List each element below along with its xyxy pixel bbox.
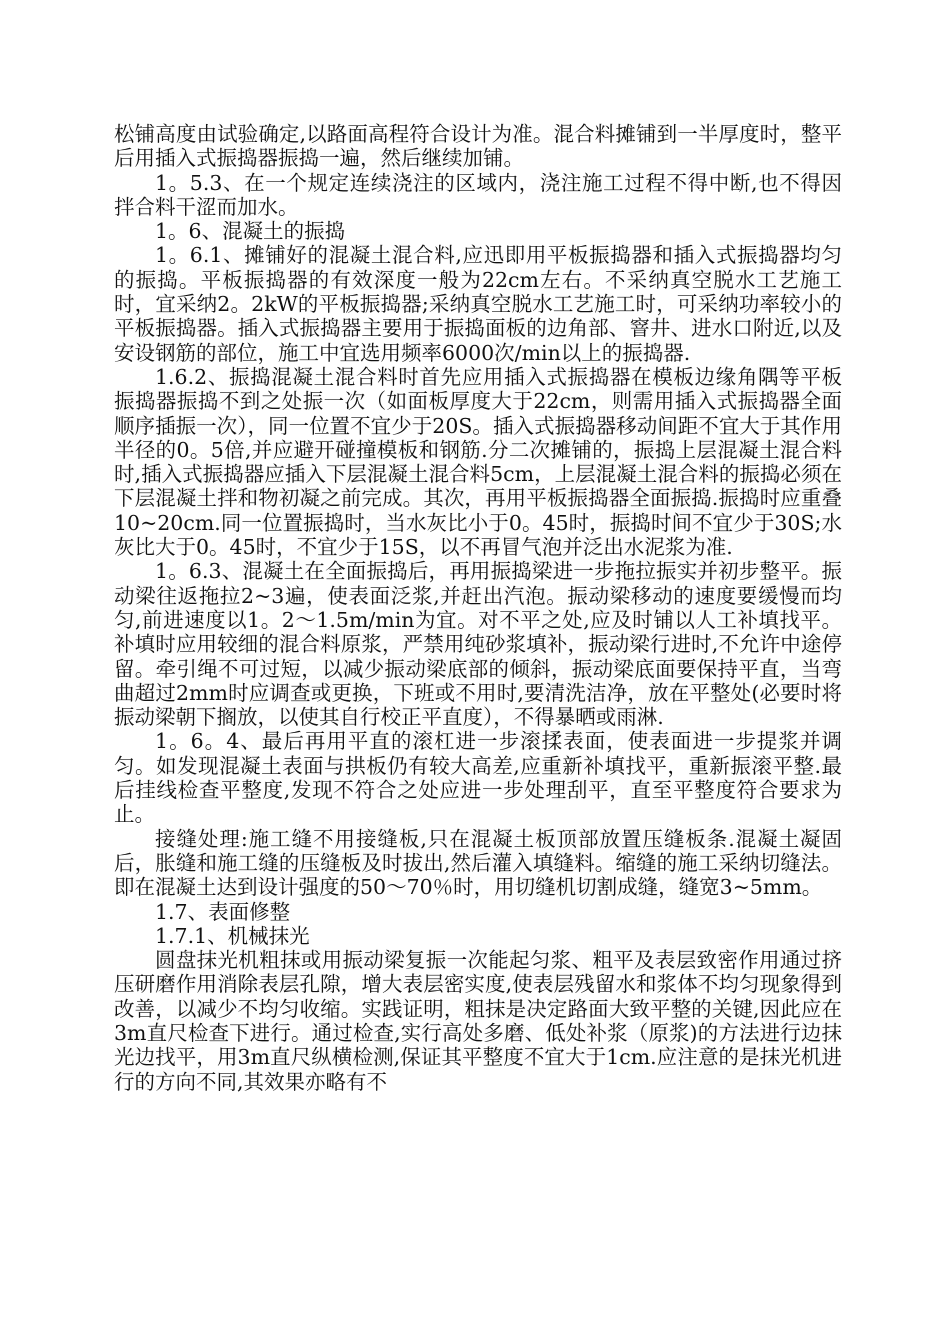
paragraph-1-6-1: 1。6.1、摊铺好的混凝土混合料,应迅即用平板振捣器和插入式振捣器均匀的振捣。平板振捣器的有效深度一般为22cm左右。不采纳真空脱水工艺施工时，宜采纳2。2kW的平板振捣器;采纳真空脱水工艺施工时，可采纳功率较小的平板振捣器。插入式振捣器主要用于振捣面板的边角部、窨井、进水口附近,以及安设钢筋的部位，施工中宜选用频率6000次/min以上的振捣器. [114, 243, 842, 365]
section-heading-1-7-1: 1.7.1、机械抹光 [155, 923, 310, 948]
paragraph-1-5-3: 1。5.3、在一个规定连续浇注的区域内，浇注施工过程不得中断,也不得因拌合料干涩而加水。 [114, 170, 842, 219]
paragraph-1-6-2: 1.6.2、振捣混凝土混合料时首先应用插入式振捣器在模板边缘角隅等平板振捣器振捣不到之处振一次（如面板厚度大于22cm，则需用插入式振捣器全面顺序插振一次），同一位置不宜少于20S。插入式振捣器移动间距不宜大于其作用半径的0。5倍,并应避开碰撞模板和钢筋.分二次摊铺的，振捣上层混凝土混合料时,插入式振捣器应插入下层混凝土混合料5cm，上层混凝土混合料的振捣必须在下层混凝土拌和物初凝之前完成。其次，再用平板振捣器全面振捣.振捣时应重叠10~20cm.同一位置振捣时，当水灰比小于0。45时，振捣时间不宜少于30S;水灰比大于0。45时，不宜少于15S，以不再冒气泡并泛出水泥浆为准. [114, 364, 842, 560]
paragraph-1-6-3: 1。6.3、混凝土在全面振捣后，再用振捣梁进一步拖拉振实并初步整平。振动梁往返拖拉2~3遍，使表面泛浆,并赶出汽泡。振动梁移动的速度要缓慢而均匀,前进速度以1。2～1.5m/min为宜。对不平之处,应及时铺以人工补填找平。补填时应用较细的混合料原浆，严禁用纯砂浆填补，振动梁行进时,不允许中途停留。牵引绳不可过短，以减少振动梁底部的倾斜，振动梁底面要保持平直，当弯曲超过2mm时应调查或更换，下班或不用时,要清洗洁净，放在平整处(必要时将振动梁朝下搁放，以使其自行校正平直度），不得暴晒或雨淋. [114, 559, 842, 730]
paragraph-disc-troweling: 圆盘抹光机粗抹或用振动梁复振一次能起匀浆、粗平及表层致密作用通过挤压研磨作用消除表层孔隙，增大表层密实度,使表层残留水和浆体不均匀现象得到改善，以减少不均匀收缩。实践证明，粗抹是决定路面大致平整的关键,因此应在3m直尺检查下进行。通过检查,实行高处多磨、低处补浆（原浆)的方法进行边抹光边找平，用3m直尺纵横检测,保证其平整度不宜大于1cm.应注意的是抹光机进行的方向不同,其效果亦略有不 [114, 948, 842, 1094]
document-body [114, 122, 842, 1094]
paragraph-joint-treatment: 接缝处理:施工缝不用接缝板,只在混凝土板顶部放置压缝板条.混凝土凝固后，胀缝和施工缝的压缝板及时拔出,然后灌入填缝料。缩缝的施工采纳切缝法。即在混凝土达到设计强度的50～70％时，用切缝机切割成缝，缝宽3~5mm。 [114, 826, 842, 900]
paragraph-paving-height: 松铺高度由试验确定,以路面高程符合设计为准。混合料摊铺到一半厚度时，整平后用插入式振捣器振捣一遍，然后继续加铺。 [114, 122, 842, 171]
paragraph-1-6-4: 1。6。4、最后再用平直的滚杠进一步滚揉表面，使表面进一步提浆并调匀。如发现混凝土表面与拱板仍有较大高差,应重新补填找平，重新振滚平整.最后挂线检查平整度,发现不符合之处应进一步处理刮平，直至平整度符合要求为止。 [114, 729, 842, 827]
section-heading-1-6: 1。6、混凝土的振捣 [155, 219, 346, 244]
section-heading-1-7: 1.7、表面修整 [155, 899, 291, 924]
